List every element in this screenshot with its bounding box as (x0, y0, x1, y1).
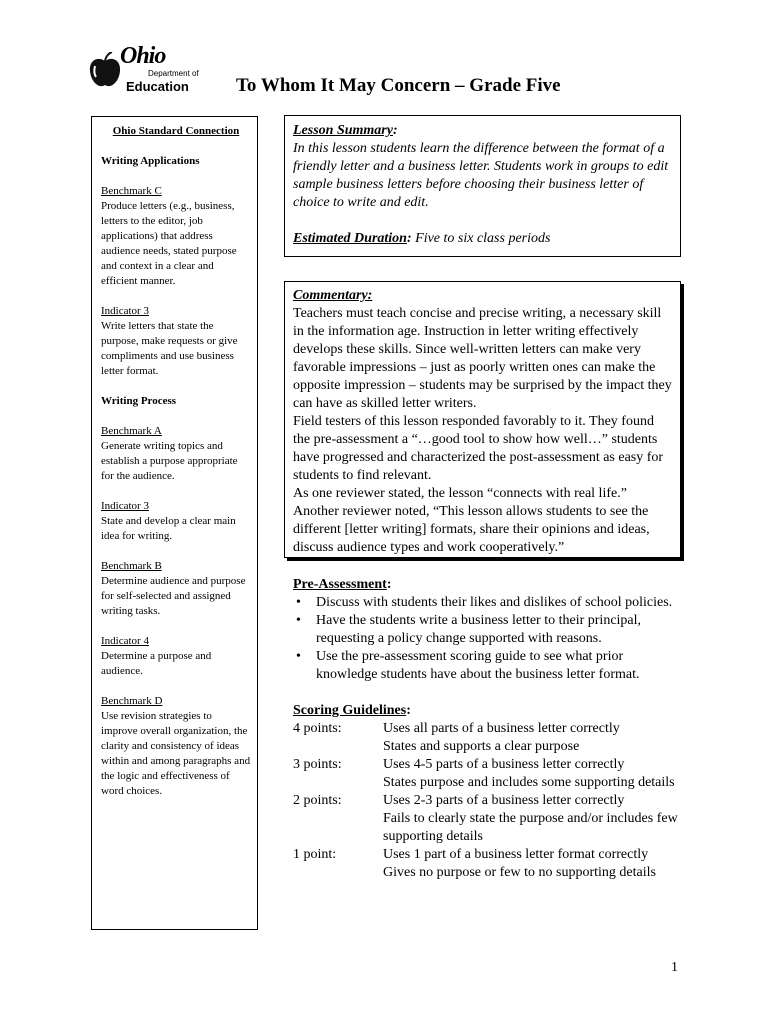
scoring-table (293, 720, 683, 882)
scoring-line: Fails to clearly state the purpose and/or includes few supporting details (383, 811, 678, 844)
sidebar-section-title: Writing Process (101, 395, 177, 407)
scoring-points: 4 points: (293, 721, 342, 736)
sidebar-item-label: Benchmark D (101, 695, 163, 707)
scoring-line: States purpose and includes some supporting details (383, 775, 675, 790)
sidebar-item-label: Indicator 3 (101, 500, 149, 512)
scoring-points: 1 point: (293, 847, 337, 862)
sidebar-item-label: Indicator 3 (101, 305, 149, 317)
sidebar-item-text: Produce letters (e.g., business, letters to the editor, job applications) that address audience needs, stated purpose and context in a clear and efficient manner. (101, 200, 237, 287)
page-number: 1 (671, 960, 678, 975)
scoring-line: Uses 4-5 parts of a business letter correctly (383, 757, 625, 772)
scoring-row (293, 720, 683, 756)
scoring-description (383, 756, 683, 792)
sidebar-item-label: Benchmark A (101, 425, 162, 437)
commentary-paragraph: Teachers must teach concise and precise writing, a necessary skill in the information age. Instruction in letter writing effectively develops these skills. Since well-written letters can make very favorable impressions – just as poorly written ones can make the opposite impression – students may be surprised by the impact they can have as skilled letter writers. (293, 306, 672, 411)
sidebar-item-label: Benchmark C (101, 185, 162, 197)
scoring-line: Gives no purpose or few to no supporting details (383, 865, 656, 880)
sidebar-section (101, 424, 251, 484)
sidebar-section (101, 694, 251, 799)
sidebar-section (101, 304, 251, 379)
scoring-description (383, 792, 683, 846)
duration-value: Five to six class periods (415, 231, 551, 246)
logo-department-text: Department of (148, 69, 199, 78)
sidebar-heading: Ohio Standard Connection (112, 125, 240, 137)
duration-label: Estimated Duration (293, 231, 407, 246)
logo-ohio-text: Ohio (120, 43, 166, 69)
scoring-description (383, 720, 683, 756)
sidebar-item-label: Benchmark B (101, 560, 162, 572)
commentary-paragraph: Field testers of this lesson responded favorably to it. They found the pre-assessment a “…good tool to show how well…” students have progressed and characterized the post-assessment as easy for students to find relevant. (293, 414, 664, 483)
sidebar-item-text: Determine a purpose and audience. (101, 650, 212, 677)
sidebar-section-title: Writing Applications (101, 155, 200, 167)
scoring-row (293, 756, 683, 792)
standards-sidebar (91, 116, 258, 930)
scoring-points: 3 points: (293, 757, 342, 772)
list-item: • Have the students write a business letter to their principal, requesting a policy change supported with reasons. (293, 612, 683, 648)
commentary-body (293, 305, 672, 557)
scoring-line: Uses 2-3 parts of a business letter correctly (383, 793, 625, 808)
logo-education-text: Education (126, 79, 189, 94)
scoring-heading: Scoring Guidelines (293, 703, 407, 718)
sidebar-section (101, 634, 251, 679)
page-title: To Whom It May Concern – Grade Five (236, 75, 561, 96)
sidebar-section (101, 499, 251, 544)
summary-heading: Lesson Summary (293, 123, 393, 138)
commentary-box (284, 281, 681, 558)
preassessment-list (293, 594, 683, 684)
lesson-summary-box: Lesson Summary: In this lesson students learn the difference between the format of a friendly letter and a business letter. Students work in groups to edit sample business letters before choosing their business letter of choice to write and edit. Estimated Duration: Five to six class periods (284, 115, 681, 257)
commentary-paragraph: As one reviewer stated, the lesson “connects with real life.” Another reviewer noted, “This lesson allows students to see the different [letter writing] formats, share their opinions and ideas, discuss audience types and work cooperatively.” (293, 486, 650, 555)
sidebar-item-text: Determine audience and purpose for self-selected and assigned writing tasks. (101, 575, 246, 617)
list-item: • Use the pre-assessment scoring guide to see what prior knowledge students have about the business letter format. (293, 648, 683, 684)
scoring-points: 2 points: (293, 793, 342, 808)
scoring-line: Uses 1 part of a business letter format correctly (383, 847, 649, 862)
list-item: • Discuss with students their likes and dislikes of school policies. (293, 594, 683, 612)
sidebar-item-text: Generate writing topics and establish a purpose appropriate for the audience. (101, 440, 238, 482)
sidebar-section (101, 154, 251, 169)
scoring-line: Uses all parts of a business letter correctly (383, 721, 620, 736)
preassessment-heading: Pre-Assessment (293, 577, 387, 592)
sidebar-section (101, 394, 251, 409)
scoring-line: States and supports a clear purpose (383, 739, 580, 754)
summary-text: In this lesson students learn the difference between the format of a friendly letter and a business letter. Students work in groups to edit sample business letters before choosing their business letter of choice to write and edit. (293, 141, 669, 210)
commentary-heading: Commentary: (293, 288, 373, 303)
apple-icon (88, 52, 122, 90)
scoring-row (293, 792, 683, 846)
assessment-section: Pre-Assessment: • Discuss with students their likes and dislikes of school policies. • Have the students write a business letter to their principal, requesting a policy change supported with reasons. • Use the pre-assessment scoring guide to see what prior knowledge students have about the business letter format. Scoring Guidelines: 4 points: Uses all parts of a business letter correctly States and supports a clear purpose 3 points: Uses 4-5 parts of a business letter correctly States purpose and includes some supporting details 2 points: Uses 2-3 parts of a business letter correctly Fails to clearly state the purpose and/or includes few supporting details 1 point: Uses 1 part of a business letter format correctly Gives no purpose or few to no supporting details (293, 576, 683, 882)
sidebar-section (101, 559, 251, 619)
sidebar-item-text: Write letters that state the purpose, make requests or give compliments and use business letter format. (101, 320, 238, 377)
sidebar-section (101, 184, 251, 289)
sidebar-item-label: Indicator 4 (101, 635, 149, 647)
sidebar-sections (101, 154, 251, 799)
scoring-description (383, 846, 683, 882)
sidebar-item-text: State and develop a clear main idea for writing. (101, 515, 236, 542)
sidebar-item-text: Use revision strategies to improve overall organization, the clarity and consistency of ideas within and among paragraphs and the logic and effectiveness of word choices. (101, 710, 251, 797)
scoring-row (293, 846, 683, 882)
